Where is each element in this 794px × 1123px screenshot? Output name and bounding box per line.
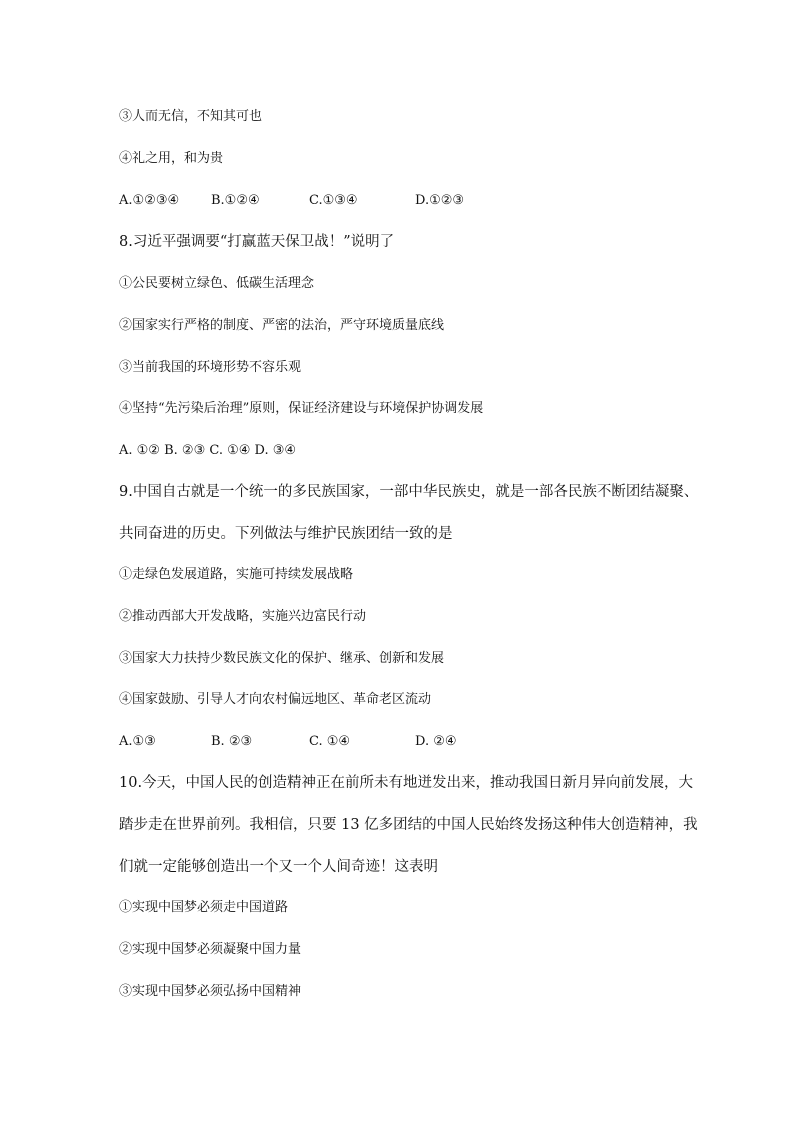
q8-item-4: ④坚持“先污染后治理”原则，保证经济建设与环境保护协调发展 bbox=[119, 401, 484, 416]
q7-item-3: ③人而无信，不知其可也 bbox=[119, 109, 263, 124]
q9-option-c[interactable]: C. ①④ bbox=[309, 734, 351, 749]
q8-item-3: ③当前我国的环境形势不容乐观 bbox=[119, 360, 302, 375]
q10-item-2: ②实现中国梦必须凝聚中国力量 bbox=[119, 942, 302, 957]
q9-item-1: ①走绿色发展道路，实施可持续发展战略 bbox=[119, 567, 354, 582]
q8-options[interactable]: A. ①② B. ②③ C. ①④ D. ③④ bbox=[119, 443, 297, 458]
q9-options bbox=[119, 734, 457, 750]
q8-item-1: ①公民要树立绿色、低碳生活理念 bbox=[119, 276, 315, 291]
q7-option-b[interactable]: B.①②④ bbox=[211, 193, 260, 208]
q9-item-3: ③国家大力扶持少数民族文化的保护、继承、创新和发展 bbox=[119, 651, 445, 666]
q8-item-2: ②国家实行严格的制度、严密的法治，严守环境质量底线 bbox=[119, 318, 445, 333]
q9-option-d[interactable]: D. ②④ bbox=[415, 734, 457, 749]
q10-stem-line-2: 踏步走在世界前列。我相信，只要 13 亿多团结的中国人民始终发扬这种伟大创造精神，我 bbox=[119, 817, 698, 833]
q10-stem-line-1: 10.今天，中国人民的创造精神正在前所未有地迸发出来，推动我国日新月异向前发展，大 bbox=[119, 775, 694, 791]
q7-options bbox=[119, 193, 464, 209]
q10-stem-line-3: 们就一定能够创造出一个又一个人间奇迹！这表明 bbox=[119, 859, 438, 875]
q7-option-d[interactable]: D.①②③ bbox=[415, 193, 465, 208]
q9-stem-line-1: 9.中国自古就是一个统一的多民族国家，一部中华民族史，就是一部各民族不断团结凝聚、 bbox=[119, 484, 699, 500]
q9-item-2: ②推动西部大开发战略，实施兴边富民行动 bbox=[119, 609, 367, 624]
q9-option-a[interactable]: A.①③ bbox=[119, 734, 156, 749]
q7-option-c[interactable]: C.①③④ bbox=[309, 193, 358, 208]
q7-option-a[interactable]: A.①②③④ bbox=[119, 193, 180, 208]
q7-item-4: ④礼之用，和为贵 bbox=[119, 151, 224, 166]
q10-item-1: ①实现中国梦必须走中国道路 bbox=[119, 900, 289, 915]
q8-stem: 8.习近平强调要“打赢蓝天保卫战！”说明了 bbox=[119, 234, 395, 250]
q9-option-b[interactable]: B. ②③ bbox=[211, 734, 253, 749]
q10-item-3: ③实现中国梦必须弘扬中国精神 bbox=[119, 984, 302, 999]
q9-stem-line-2: 共同奋进的历史。下列做法与维护民族团结一致的是 bbox=[119, 526, 453, 542]
q9-item-4: ④国家鼓励、引导人才向农村偏远地区、革命老区流动 bbox=[119, 692, 432, 707]
